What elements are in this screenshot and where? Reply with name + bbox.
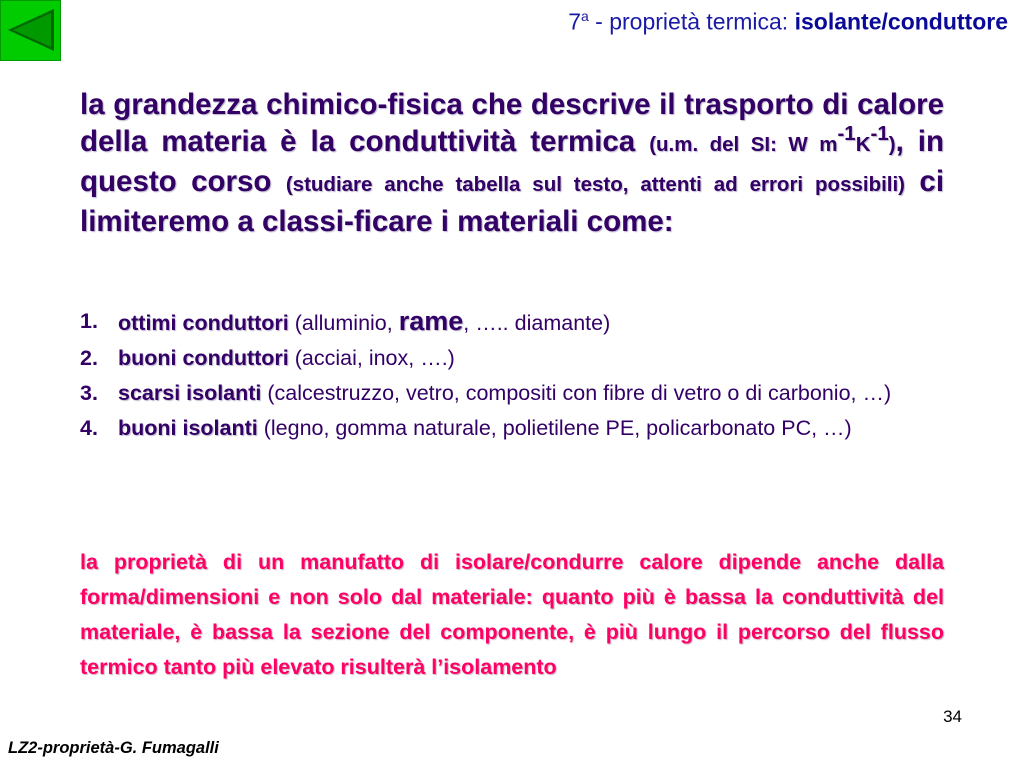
list-item: 4. buoni isolanti (legno, gomma naturale, polietilene PE, policarbonato PC, …) — [80, 416, 852, 440]
page-number: 34 — [943, 707, 962, 726]
intro-paragraph: la grandezza chimico-fisica che descrive il trasporto di calore della materia è la conduttività termica (u.m. del SI: W $m^{-1}K^{-1}$), in questo corso (studiare anche tabella sul testo, attenti ad errori possibili) ci limiteremo a classi-ficare i materiali come: — [80, 88, 945, 238]
slide-title: 7$^a$ - proprietà termica: isolante/conduttore — [568, 8, 1008, 35]
closing-paragraph: la proprietà di un manufatto di isolare/condurre calore dipende anche dalla forma/dimensioni e non solo dal materiale: quanto più è bassa la conduttività del materiale, è bassa la sezione del componente, è più lungo il percorso del flusso termico tanto più elevato risulterà l’isolamento — [80, 550, 944, 679]
triangle-left-icon — [5, 7, 56, 53]
materials-list — [80, 304, 944, 446]
list-item: 1. ottimi conduttori (alluminio, rame, ….. diamante) — [80, 306, 611, 336]
list-item: 2. buoni conduttori (acciai, inox, ….) — [80, 346, 455, 370]
footer-text: LZ2-proprietà-G. Fumagalli — [8, 739, 219, 757]
back-button[interactable] — [0, 0, 61, 61]
list-item: 3. scarsi isolanti (calcestruzzo, vetro, compositi con fibre di vetro o di carbonio, …) — [80, 381, 892, 405]
